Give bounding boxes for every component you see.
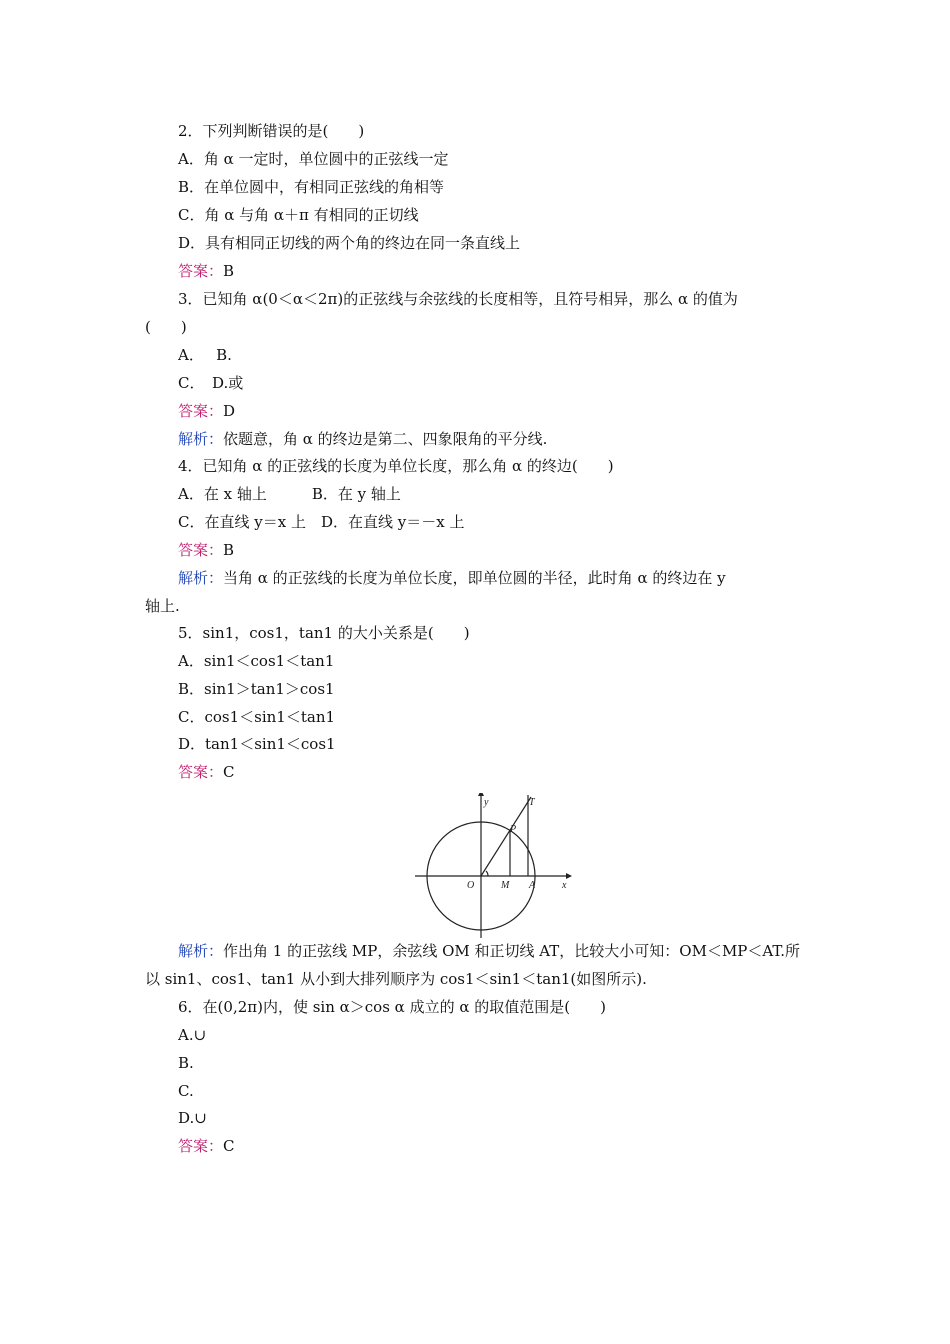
terminal-ray (481, 797, 531, 876)
analysis-text: 依题意，角 α 的终边是第二、四象限角的平分线. (223, 430, 548, 448)
q4-options-cd: C．在直线 y＝x 上 D．在直线 y＝－x 上 (178, 513, 465, 531)
q4-answer (178, 540, 234, 560)
answer-label: 答案： (178, 402, 224, 420)
q5-option-d: D．tan1＜sin1＜cos1 (178, 735, 336, 753)
label-y: y (484, 797, 489, 808)
q5-stem: 5．sin1，cos1，tan1 的大小关系是( ) (178, 624, 470, 642)
q6-option-b: B. (178, 1054, 194, 1072)
q3-stem-cont: ( ) (145, 318, 187, 336)
q5-option-c: C．cos1＜sin1＜tan1 (178, 708, 336, 726)
label-x: x (562, 880, 567, 891)
answer-value: C (223, 1137, 235, 1155)
analysis-text: 作出角 1 的正弦线 MP，余弦线 OM 和正切线 AT，比较大小可知：OM＜MP＜AT.所 (223, 942, 800, 960)
analysis-label: 解析： (178, 942, 224, 960)
q4-stem: 4．已知角 α 的正弦线的长度为单位长度，那么角 α 的终边( ) (178, 457, 614, 475)
label-t: T (529, 797, 535, 808)
q6-option-a: A.∪ (178, 1026, 207, 1044)
q6-option-c: C. (178, 1082, 194, 1100)
answer-label: 答案： (178, 541, 224, 559)
q5-analysis-cont: 以 sin1、cos1、tan1 从小到大排列顺序为 cos1＜sin1＜tan1(如图所示). (145, 970, 647, 988)
q3-options-ab: A． B. (178, 346, 232, 364)
q5-answer (178, 762, 235, 782)
q3-stem: 3．已知角 α(0＜α＜2π)的正弦线与余弦线的长度相等，且符号相异，那么 α 的值为 (178, 290, 738, 308)
answer-value: C (223, 763, 235, 781)
label-a: A (529, 880, 536, 891)
answer-value: D (223, 402, 236, 420)
q2-stem: 2．下列判断错误的是( ) (178, 122, 365, 140)
answer-label: 答案： (178, 763, 224, 781)
y-axis-arrow (478, 793, 484, 796)
answer-value: B (223, 541, 235, 559)
analysis-text: 当角 α 的正弦线的长度为单位长度，即单位圆的半径，此时角 α 的终边在 y (223, 569, 726, 587)
x-axis-arrow (566, 873, 572, 879)
q3-answer (178, 401, 235, 421)
q2-option-c: C．角 α 与角 α＋π 有相同的正切线 (178, 206, 419, 224)
q6-answer (178, 1136, 235, 1156)
q2-answer (178, 261, 234, 281)
q5-option-a: A．sin1＜cos1＜tan1 (178, 652, 335, 670)
analysis-label: 解析： (178, 569, 224, 587)
q4-analysis (178, 568, 726, 588)
answer-label: 答案： (178, 262, 224, 280)
label-p: P (510, 824, 517, 835)
q5-option-b: B．sin1＞tan1＞cos1 (178, 680, 335, 698)
label-o: O (467, 880, 475, 891)
q2-option-b: B．在单位圆中，有相同正弦线的角相等 (178, 178, 445, 196)
angle-arc (486, 871, 488, 876)
q5-analysis (178, 941, 800, 961)
q2-option-d: D．具有相同正切线的两个角的终边在同一条直线上 (178, 234, 521, 252)
q4-options-ab: A．在 x 轴上 B．在 y 轴上 (178, 485, 401, 503)
analysis-label: 解析： (178, 430, 224, 448)
q3-options-cd: C． D.或 (178, 374, 244, 392)
unit-circle-figure (410, 793, 580, 939)
label-m: M (501, 880, 510, 891)
q6-option-d: D.∪ (178, 1109, 207, 1127)
q2-option-a: A．角 α 一定时，单位圆中的正弦线一定 (178, 150, 449, 168)
answer-label: 答案： (178, 1137, 224, 1155)
answer-value: B (223, 262, 235, 280)
q6-stem: 6．在(0,2π)内，使 sin α＞cos α 成立的 α 的取值范围是( ) (178, 998, 606, 1016)
q3-analysis (178, 429, 547, 449)
q4-analysis-cont: 轴上. (145, 597, 180, 615)
